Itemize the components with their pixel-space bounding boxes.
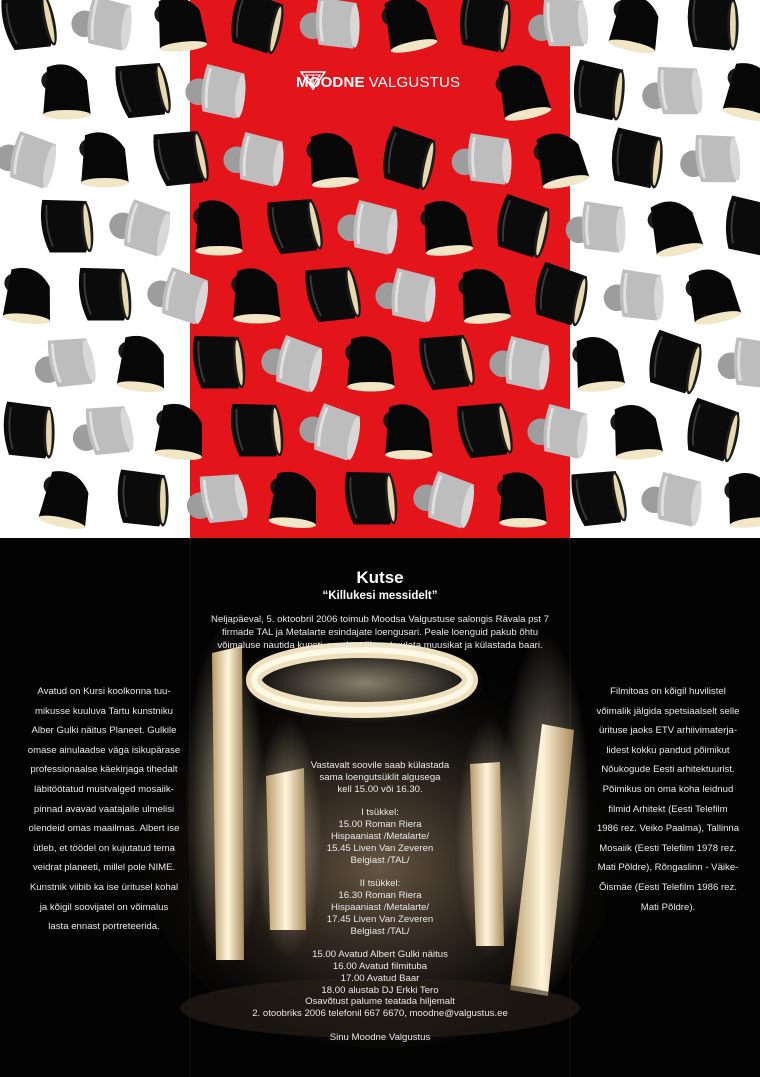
cycle-line: 17.45 Liven Van Zeveren: [326, 914, 434, 925]
right-line: 1986 rez. Veiko Paalma), Tallinna: [596, 823, 740, 835]
cycle-line: Hispaaniast /Metalarte/: [330, 831, 430, 842]
grey-lamp-icon: [604, 269, 664, 320]
black-lamp-icon: [114, 334, 169, 394]
left-line: ja kõigil soovijatel on võimalus: [39, 901, 169, 913]
black-lamp-icon: [571, 334, 626, 394]
schedule-line: 17.00 Avatud Baar: [340, 973, 420, 984]
right-line: võimalik jälgida spetsiaalselt selle: [596, 705, 740, 717]
left-line: lasta ennast portreteerida.: [48, 921, 160, 933]
black-lamp-icon: [36, 468, 96, 532]
cycle-line: Belgiast /TAL/: [350, 855, 410, 866]
black-lamp-icon: [41, 64, 90, 119]
left-line: veidrat planeeti, millel pole NIME.: [32, 862, 176, 874]
rsvp: [200, 996, 560, 1020]
grey-lamp-icon: [69, 0, 134, 51]
note-line: Vastavalt soovile saab külastada: [310, 760, 450, 771]
black-lamp-icon: [568, 465, 630, 531]
program-note: [270, 760, 490, 796]
cycle-line: Hispaaniast /Metalarte/: [330, 902, 430, 913]
cycle-line: 15.45 Liven Van Zeveren: [326, 843, 434, 854]
brand-logo: [296, 70, 460, 94]
black-lamp-icon: [723, 195, 760, 257]
black-lamp-icon: [683, 264, 743, 328]
left-line: pinnad avavad vaatajaile ulmelisi: [33, 803, 175, 815]
right-line: filmid Arhitekt (Eesti Telefilm: [608, 803, 728, 815]
black-lamp-icon: [606, 0, 666, 56]
brand-name-light: VALGUSTUS: [368, 73, 461, 91]
intro-line: firmade TAL ja Metalarte esindajate loengusari. Peale loenguid pakub õhtu: [221, 627, 539, 639]
black-lamp-icon: [112, 57, 174, 123]
invitation-subtitle: “Killukesi messidelt”: [322, 590, 438, 602]
invitation-intro: [200, 613, 560, 653]
black-lamp-icon: [457, 0, 514, 53]
invitation-title: Kutse: [356, 568, 404, 587]
note-line: kell 15.00 või 16.30.: [337, 784, 423, 795]
film-room-description: [578, 682, 758, 917]
rsvp-contact: 2. otoobriks 2006 telefonil 667 6670, moodne@valgustus.ee: [252, 1008, 508, 1019]
lamp-pattern-panel: [0, 0, 760, 538]
left-line: mikusse kuuluva Tartu kunstniku: [35, 705, 173, 717]
schedule-line: 15.00 Avatud Albert Gulki näitus: [312, 949, 448, 960]
rsvp-line: Osavõtust palume teatada hiljemalt: [305, 996, 455, 1007]
black-lamp-icon: [609, 402, 664, 462]
right-line: Mati Põldre).: [640, 901, 696, 913]
left-line: ütleb, et töödel on kujutatud tema: [33, 842, 175, 854]
left-line: Avatud on Kursi koolkonna tuu-: [37, 686, 171, 697]
cycle-line: II tsükkel:: [359, 878, 401, 889]
right-line: Nõukogude Eesti arhitektuurist.: [601, 764, 735, 776]
exhibition-description: [14, 682, 194, 937]
black-lamp-icon: [39, 195, 96, 257]
grey-lamp-icon: [566, 201, 626, 252]
grey-lamp-icon: [67, 400, 136, 463]
grey-lamp-icon: [639, 470, 704, 527]
grey-lamp-icon: [105, 195, 174, 258]
black-lamp-icon: [688, 0, 739, 50]
program: [270, 760, 490, 997]
black-lamp-icon: [79, 132, 128, 187]
invitation-panel: [0, 538, 760, 1077]
left-line: omase ainulaadse väga isikupärase: [27, 744, 181, 756]
grey-lamp-icon: [0, 127, 60, 190]
black-lamp-icon: [723, 470, 760, 530]
grey-lamp-icon: [677, 131, 742, 188]
program-schedule: [270, 949, 490, 997]
right-line: Mosaiik (Eesti Telefilm 1978 rez.: [599, 842, 737, 854]
cycle-line: Belgiast /TAL/: [350, 926, 410, 937]
right-line: Põimikus on oma koha leidnud: [602, 783, 734, 795]
note-line: sama loengutsüklit algusega: [319, 772, 441, 783]
black-lamp-icon: [118, 470, 169, 527]
black-lamp-icon: [77, 263, 134, 325]
black-lamp-icon: [682, 397, 744, 463]
black-lamp-icon: [645, 196, 705, 260]
black-lamp-icon: [4, 402, 55, 459]
left-line: professionaalse käekirjaga tihedalt: [30, 764, 178, 776]
signature: Sinu Moodne Valgustus: [329, 1032, 431, 1043]
program-cycle-2: [270, 878, 490, 938]
left-line: Kunstnik viibib ka ise üritusel kohal: [29, 881, 179, 893]
black-lamp-icon: [720, 60, 760, 124]
intro-line: võimaluse nautida kunsti, vaadata filme, kuulata muusikat ja külastada baari.: [217, 640, 543, 652]
grey-lamp-icon: [639, 63, 704, 120]
right-line: Filmitoas on kõigil huvilistel: [610, 686, 726, 697]
black-lamp-icon: [0, 266, 55, 326]
cycle-line: 16.30 Roman Riera: [338, 890, 422, 901]
schedule-line: 16.00 Avatud filmituba: [332, 961, 428, 972]
grey-lamp-icon: [718, 337, 760, 388]
cycle-line: I tsükkel:: [361, 807, 399, 818]
cycle-line: 15.00 Roman Riera: [338, 819, 422, 830]
right-line: lidest kokku pandud põimikut: [606, 744, 730, 756]
black-lamp-icon: [0, 0, 60, 55]
right-line: Mati Põldre), Rõngaslinn - Väike-: [597, 862, 739, 874]
black-lamp-icon: [644, 329, 706, 395]
right-line: ürituse jaoks ETV arhiivimaterja-: [598, 725, 738, 737]
intro-line: Neljapäeval, 5. oktoobril 2006 toimub Moodsa Valgustuse salongis Rävala pst 7: [211, 614, 549, 625]
left-line: läbitöötatud mustvalged mosaiik-: [34, 783, 174, 795]
right-line: Õismäe (Eesti Telefilm 1986 rez.: [599, 881, 737, 893]
black-lamp-icon: [609, 127, 666, 189]
brand-name-bold: MOODNE: [296, 73, 365, 91]
left-line: olendeid omas maailmas. Albert ise: [28, 823, 180, 835]
chevron-triangle-icon: [300, 70, 326, 90]
left-line: Alber Gulki näitus Planeet. Gulkile: [31, 725, 177, 737]
grey-lamp-icon: [29, 332, 98, 395]
program-cycle-1: [270, 807, 490, 867]
schedule-line: 18.00 alustab DJ Erkki Tero: [321, 985, 439, 996]
black-lamp-icon: [571, 59, 628, 121]
